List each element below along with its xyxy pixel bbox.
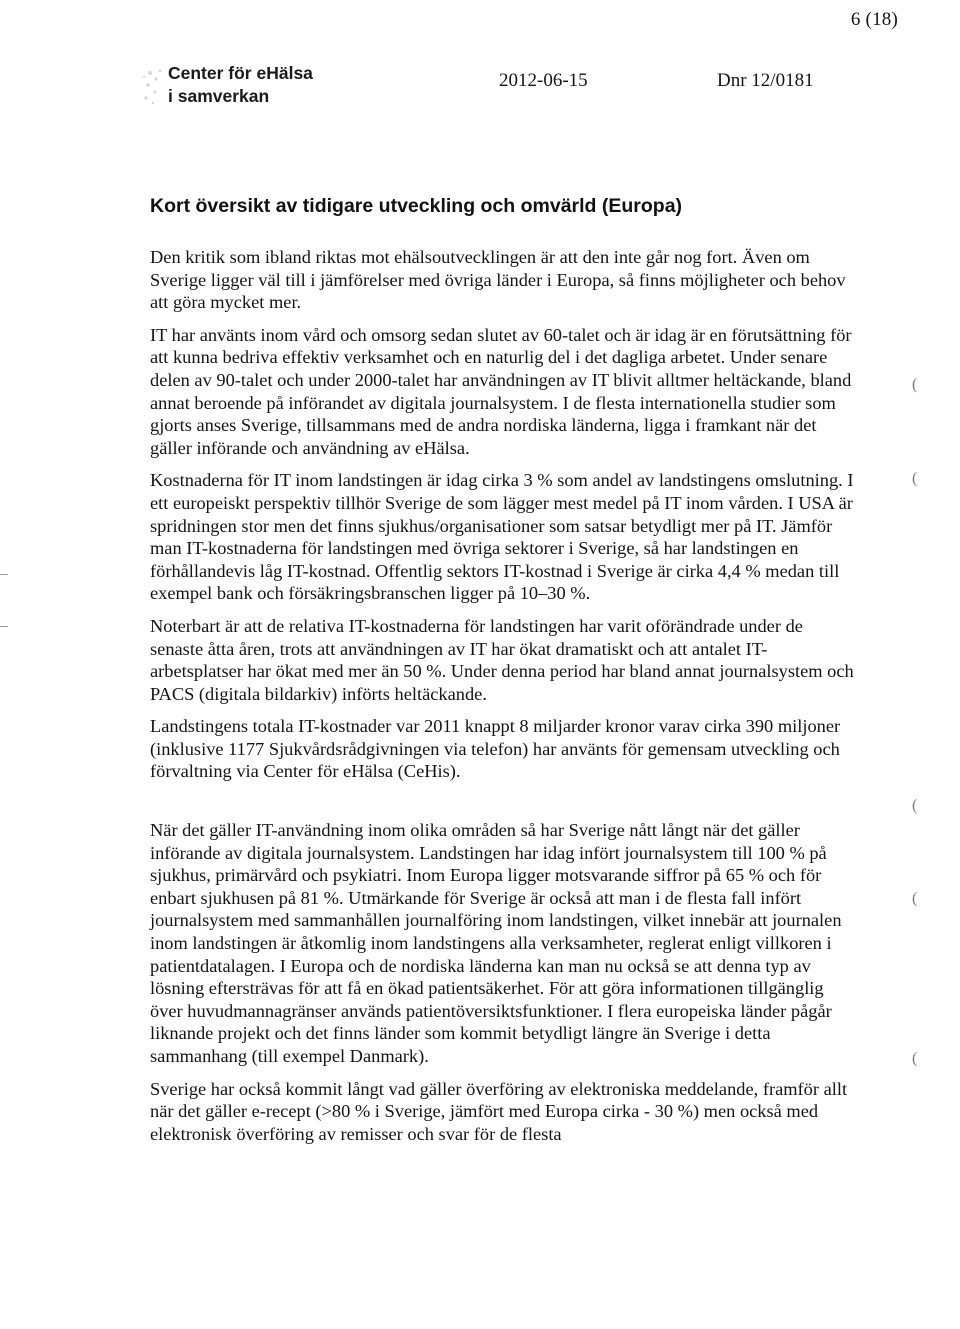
paragraph: Den kritik som ibland riktas mot ehälsoutvecklingen är att den inte går nog fort. Även om Sverige ligger väl till i jämförelser med övriga länder i Europa, så finns möjligheter och behov att göra mycket mer.: [150, 247, 846, 313]
organization-name-line-2: i samverkan: [168, 86, 270, 106]
section-title: Kort översikt av tidigare utveckling och omvärld (Europa): [150, 195, 683, 217]
body-text: [150, 246, 856, 1155]
organization-logo: [144, 62, 313, 108]
paragraph: När det gäller IT-användning inom olika områden så har Sverige nått långt när det gäller införande av digitala journalsystem. Landstingen har idag infört journalsystem till 100 % på sjukhus, primärvård och psykiatri. Inom Europa ligger motsvarande siffror på 65 % och för enbart sjukhusen på 81 %. Utmärkande för Sverige är också att man i de flesta fall infört journalsystem med sammanhållen journalföring inom landstingen, vilket innebär att journalen inom landstingen är åtkomlig inom landstingens alla verksamheter, reglerat enligt villkoren i patientdatalagen. I Europa och de nordiska länderna kan man nu också se att denna typ av lösning eftersträvas för att få en ökad patientsäkerhet. För att göra informationen tillgänglig över huvudmannagränser används patientöversiktsfunktioner. I flera europeiska länder pågår liknande projekt och det finns länder som kommit betydligt längre än Sverige i detta sammanhang (till exempel Danmark).: [150, 820, 842, 1066]
paragraph: Landstingens totala IT-kostnader var 2011 knappt 8 miljarder kronor varav cirka 390 miljoner (inklusive 1177 Sjukvårdsrådgivningen via telefon) har använts för gemensam utveckling och förvaltning via Center för eHälsa (CeHis).: [150, 716, 841, 782]
paragraph: Kostnaderna för IT inom landstingen är idag cirka 3 % som andel av landstingens omslutning. I ett europeiskt perspektiv tillhör Sverige de som lägger mest medel på IT inom vården. I USA är spridningen stor men det finns sjukhus/organisationer som satsar betydligt mer på IT. Jämför man IT-kostnaderna för landstingen med övriga sektorer i Sverige, så har landstingen en förhållandevis låg IT-kostnad. Offentlig sektors IT-kostnad i Sverige är cirka 4,4 % medan till exempel bank och försäkringsbranschen ligger på 10–30 %.: [150, 470, 854, 604]
edge-mark: [0, 574, 8, 575]
margin-mark: (: [912, 890, 918, 907]
edge-mark: [0, 626, 8, 627]
margin-mark: (: [912, 797, 918, 814]
margin-mark: (: [912, 376, 918, 393]
document-reference: Dnr 12/0181: [717, 70, 814, 91]
document-header: [150, 62, 850, 118]
document-date: 2012-06-15: [499, 70, 588, 91]
margin-mark: (: [912, 1050, 918, 1067]
paragraph: Sverige har också kommit långt vad gäller överföring av elektroniska meddelande, framför allt när det gäller e-recept (>80 % i Sverige, jämfört med Europa cirka - 30 %) men också med elektronisk överföring av remisser och svar för de flesta: [150, 1078, 848, 1144]
organization-name-line-1: Center för eHälsa: [168, 63, 313, 83]
paragraph: Noterbart är att de relativa IT-kostnaderna för landstingen har varit oförändrade under de senaste åtta åren, trots att användningen av IT har ökat dramatiskt och att antalet IT-arbetsplatser har ökat med mer än 50 %. Under denna period har bland annat journalsystem och PACS (digitala bildarkiv) införts heltäckande.: [150, 615, 854, 704]
margin-mark: (: [912, 470, 918, 487]
paragraph: IT har använts inom vård och omsorg sedan slutet av 60-talet och är idag är en förutsättning för att kunna bedriva effektiv verksamhet och en naturlig del i det dagliga arbetet. Under senare delen av 90-talet och under 2000-talet har användningen av IT blivit alltmer heltäckande, bland annat beroende på införandet av digitala journalsystem. I de flesta internationella studier som gjorts anses Sverige, tillsammans med de andra nordiska länderna, ligga i framkant när det gäller införande och användning av eHälsa.: [150, 324, 852, 458]
page-number: 6 (18): [850, 9, 898, 30]
